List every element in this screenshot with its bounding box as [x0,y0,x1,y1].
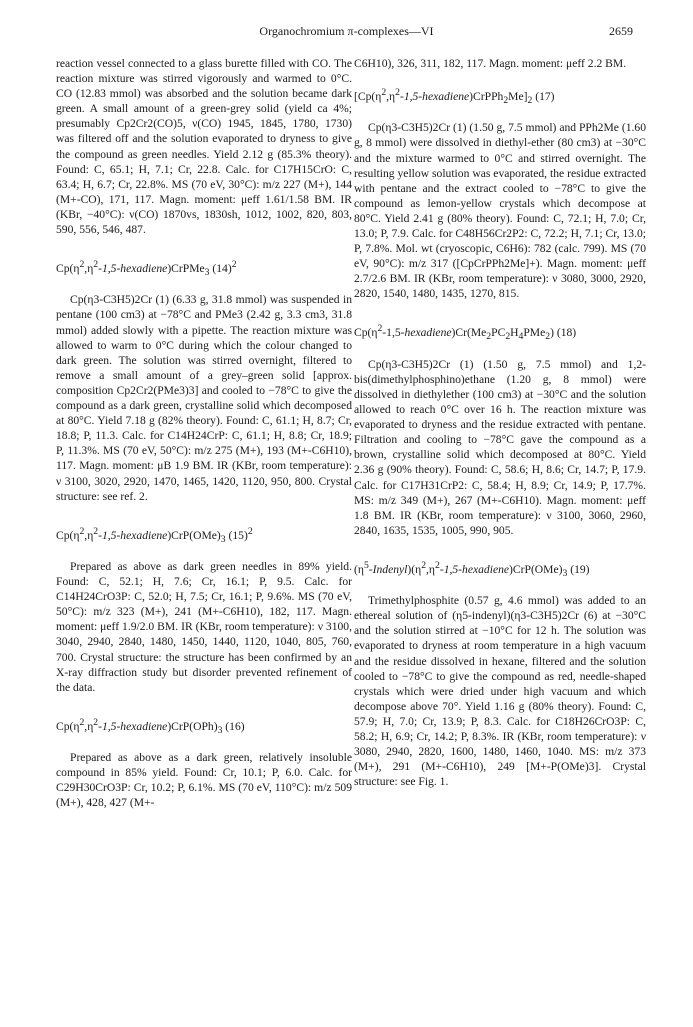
left-column [56,56,352,810]
paragraph-compound-16: Prepared as above as a dark green, relatively insoluble compound in 85% yield. Found: Cr, 10.1; P, 6.0. Calc. for C29H30CrO3P: Cr, 10.2; P, 6.1%. MS (70 eV, 110°C): m/z 509 (M+), 428, 427 (M+- [56,751,352,810]
paragraph-continuation: reaction vessel connected to a glass burette filled with CO. The reaction mixture was stirred vigorously and warmed to 0°C. CO (12.83 mmol) was absorbed and the solution became dark green. A small amount of a green-grey solid (yield ca 4%; presumably Cp2Cr2(CO)5, ν(CO) 1945, 1845, 1780, 1730) was filtered off and the solution evaporated to dryness to give the compound as green needles. Yield 2.12 g (85.3% theory). Found: C, 65.1; H, 7.1; Cr, 22.8. Calc. for C17H15CrO: C, 63.4; H, 6.7; Cr, 22.8%. MS (70 eV, 30°C): m/z 227 (M+), 144 (M+-CO), 171, 117. Magn. moment: μeff 1.61/1.58 BM. IR (KBr, −40°C): ν(CO) 1870vs, 1830sh, 1012, 1002, 820, 803, 590, 556, 546, 487. [56,57,352,237]
heading-18-number: ) (18) [550,326,577,340]
heading-18-italic: hexadiene [404,326,452,340]
heading-compound-19 [354,558,646,581]
heading-19-sup-3: 2 [435,559,440,571]
paragraph-compound-15: Prepared as above as dark green needles in 89% yield. Found: C, 52.1; H, 7.6; Cr, 16.1; P, 9.5. Calc. for C14H24CrO3P: C, 52.0; H, 7.5; Cr, 16.1; P, 9.6%. MS (70 eV, 50°C): m/z 323 (M+), 241 (M+-C6H10), 182, 117. Magn. moment: μeff 1.9/2.0 BM. IR (KBr, room temperature): ν 3100, 3040, 2940, 2840, 1480, 1450, 1440, 1120, 1040, 805, 760, 700. Crystal structure: the structure has been confirmed by an X-ray diffraction study but disorder prevented refinement of the data. [56,559,352,694]
heading-15-number: (15) [225,528,248,542]
heading-compound-15 [56,524,352,547]
heading-15-italic: -1,5-hexadiene [98,528,168,542]
heading-15-ref: 2 [247,525,253,537]
heading-16-text-2: ,η [84,719,94,733]
heading-18-text-3: )Cr(Me [451,326,487,340]
heading-17-number: (17) [532,89,555,103]
heading-14-number: (14) [209,261,232,275]
heading-19-sub: 3 [562,568,568,580]
heading-16-sup-1: 2 [79,716,85,728]
heading-16-text-1: Cp(η [56,719,80,733]
heading-17-sub-1: 2 [503,95,509,107]
heading-15-sub: 3 [220,533,226,545]
heading-14-sup-1: 2 [79,259,85,271]
heading-18-text-5: H [510,326,519,340]
paragraph-compound-19: Trimethylphosphite (0.57 g, 4.6 mmol) was added to an ethereal solution of (η5-indenyl)(η3-C3H5)2Cr (6) at −30°C and the solution stirred at −10°C for 12 h. The solution was evaporated to dryness at room temperature in a high vacuum and the residue dissolved in hexane, filtered and the solution cooled to −78°C to give the compound as red, needle-shaped crystals which were dried under high vacuum and which decompose above 70°. Yield 1.16 g (80% theory). Found: C, 57.9; H, 7.0; Cr, 13.9; P, 8.3. Calc. for C18H26CrO3P: C, 58.2; H, 6.9; Cr, 14.2; P, 8.3%. IR (KBr, room temperature): ν 3080, 2940, 2820, 1600, 1480, 1460, 1040. MS: m/z 373 (M+), 291 (M+-C6H10), 249 [M+-P(OMe)3]. Crystal structure: see Fig. 1. [354,594,646,789]
heading-15-text-3: )CrP(OMe) [167,528,221,542]
page-number: 2659 [609,24,633,38]
heading-14-sup-2: 2 [93,259,99,271]
heading-15-text-2: ,η [84,528,94,542]
heading-compound-18 [354,321,646,344]
heading-16-sub: 3 [217,724,223,736]
heading-17-sup-1: 2 [381,87,387,99]
heading-19-number: (19) [567,562,590,576]
heading-18-text-1: Cp(η [354,326,378,340]
heading-14-ref: 2 [231,259,237,271]
heading-14-italic: -1,5-hexadiene [98,261,168,275]
heading-19-italic-1: -Indenyl [368,562,408,576]
heading-18-text-2: -1,5- [382,326,405,340]
heading-18-sub-3: 4 [518,331,524,343]
heading-15-text-1: Cp(η [56,528,80,542]
heading-18-sub-2: 2 [505,331,511,343]
heading-15-sup-2: 2 [93,525,99,537]
heading-compound-14 [56,257,352,280]
heading-19-text-1: (η [354,562,364,576]
heading-14-text-2: ,η [84,261,94,275]
heading-14-text-1: Cp(η [56,261,80,275]
heading-18-sub-4: 2 [545,331,551,343]
heading-16-italic: -1,5-hexadiene [98,719,168,733]
heading-17-text-2: ,η [386,89,396,103]
heading-16-text-3: )CrP(OPh) [167,719,218,733]
heading-18-text-4: PC [491,326,506,340]
heading-compound-16 [56,715,352,738]
heading-compound-17 [354,85,646,108]
paragraph-continuation-right: C6H10), 326, 311, 182, 117. Magn. moment: μeff 2.2 BM. [354,57,627,70]
heading-16-number: (16) [222,719,245,733]
heading-19-sup-1: 5 [363,559,369,571]
paragraph-compound-17: Cp(η3-C3H5)2Cr (1) (1.50 g, 7.5 mmol) and PPh2Me (1.60 g, 8 mmol) were dissolved in diethyl-ether (80 cm3) at −30°C and the mixture warmed to 0°C and stirred overnight. The resulting yellow solution was evaporated, the residue extracted with pentane and the extract cooled to −78°C to give the compound as lemon-yellow crystals which decompose at 80°C. Yield 2.41 g (80% theory). Found: C, 72.1; H, 7.0; Cr, 13.0; P, 7.9. Calc. for C48H56Cr2P2: C, 72.2; H, 7.1; Cr, 13.0; P, 7.8%. Mol. wt (cryoscopic, C6H6): 782 (calc. 799). MS (70 eV, 90°C): m/z 317 ([CpCrPPh2Me]+). Magn. moment: μeff 2.7/2.6 BM. IR (KBr, room temperature): ν 3080, 3000, 2920, 2820, 1540, 1480, 1435, 1270, 815. [354,121,646,301]
running-head [0,22,693,42]
heading-19-sup-2: 2 [421,559,427,571]
running-head-title: Organochromium π-complexes—VI [259,24,434,38]
heading-19-italic-2: -1,5-hexadiene [439,562,510,576]
heading-19-text-2: )(η [407,562,422,576]
heading-18-sup-1: 2 [377,323,383,335]
heading-17-text-3: )CrPPh [469,89,504,103]
heading-17-sub-2: 2 [527,95,533,107]
paragraph-compound-18: Cp(η3-C3H5)2Cr (1) (1.50 g, 7.5 mmol) and 1,2-bis(dimethylphosphino)ethane (1.20 g, 8 mmol) were dissolved in diethylether (100 cm3) at −30°C and the solution allowed to reach 0°C over 16 h. The reaction mixture was evaporated to dryness and the residue extracted with pentane. Filtration and cooling to −78°C gave the compound as a brown, crystalline solid which decomposed at 80°C. Yield 2.36 g (90% theory). Found: C, 58.6; H, 8.6; Cr, 14.7; P, 17.9. Calc. for C17H31CrP2: C, 58.4; H, 8.9; Cr, 14.9; P, 17.7%. MS: m/z 349 (M+), 267 (M+-C6H10). Magn. moment: μeff 1.8 BM. IR (KBr, room temperature): ν 3100, 3060, 2960, 2840, 1635, 1535, 1005, 990, 905. [354,357,646,537]
heading-18-sub-1: 2 [486,331,492,343]
heading-16-sup-2: 2 [93,716,99,728]
paragraph-compound-14: Cp(η3-C3H5)2Cr (1) (6.33 g, 31.8 mmol) was suspended in pentane (100 cm3) at −78°C and PMe3 (2.42 g, 3.3 cm3, 31.8 mmol) added slowly with a pipette. The reaction mixture was allowed to warm to 0°C during which the colour changed to dark green. The solution was stirred overnight, filtered to remove a small amount of a grey–green solid [approx. composition Cp2Cr2(PMe3)3] and cooled to −78°C to give the compound as a dark green, crystalline solid which decomposed at 80°C. Yield 7.18 g (82% theory). Found: C, 61.1; H, 8.7; Cr, 18.8; P, 11.3. Calc. for C14H24CrP: C, 61.1; H, 8.8; Cr, 18.9; P, 11.3%. MS (70 eV, 50°C): m/z 275 (M+), 193 (M+-C6H10), 117. Magn. moment: μB 1.9 BM. IR (KBr, room temperature): ν 3100, 3020, 2920, 1470, 1465, 1420, 1120, 950, 800. Crystal structure: see ref. 2. [56,293,352,503]
heading-14-text-3: )CrPMe [167,261,205,275]
heading-17-text-4: Me] [508,89,528,103]
heading-17-italic: -1,5-hexadiene [399,89,470,103]
heading-19-text-4: )CrP(OMe) [509,562,563,576]
heading-17-sup-2: 2 [395,87,400,99]
heading-18-text-6: PMe [523,326,546,340]
heading-15-sup-1: 2 [79,525,85,537]
heading-14-sub: 3 [204,267,210,279]
right-column [354,56,646,789]
heading-17-text-1: [Cp(η [354,89,382,103]
heading-19-text-3: ,η [426,562,435,576]
